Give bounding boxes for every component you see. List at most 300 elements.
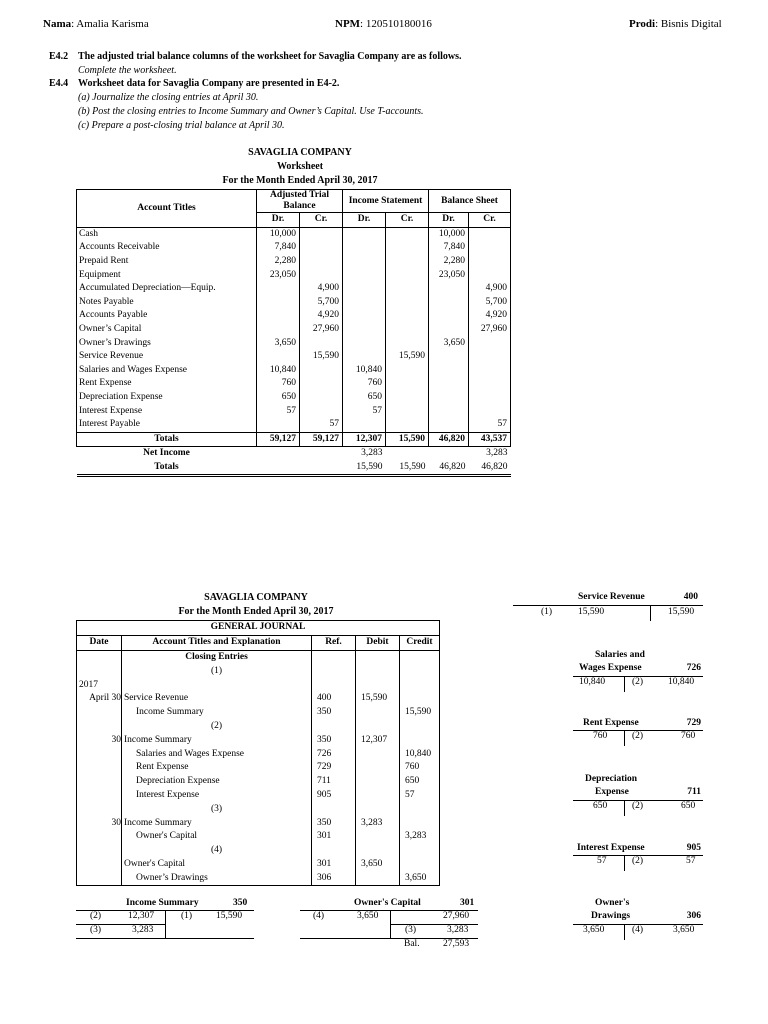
ws-empty-cell [429,447,469,461]
ws-cell-bs-dr: 10,000 [429,227,469,241]
gj-cell-ref: 350 [312,706,356,720]
ws-cell-bs-dr: 2,280 [429,255,469,269]
ws-cell-is-cr [386,323,429,337]
gj-cell-date [77,789,122,803]
ws-cell-is-dr [343,268,386,282]
ws-col-account: Account Titles [77,190,257,228]
gj-cell-debit: 3,650 [356,858,400,872]
t-ref: (4) [632,925,644,935]
gj-cell-ref: 400 [312,692,356,706]
ws-total-bs-dr: 46,820 [429,432,469,447]
ws-cell-bs-dr [429,364,469,378]
gj-cell-acct: (1) [122,664,312,678]
ws-cell-bs-cr: 5,700 [469,296,511,310]
gj-col-credit: Credit [400,635,440,650]
journal-row [77,664,440,678]
taccount-owners-drawings [573,898,703,948]
ws-cell-atb-cr [300,227,343,241]
ws-empty-cell [386,447,429,461]
gj-col-ref: Ref. [312,635,356,650]
ws-cell-atb-cr [300,364,343,378]
gj-cell-date [77,802,122,816]
ws-cell-atb-dr: 10,000 [257,227,300,241]
worksheet-table [76,189,511,477]
gj-cell-ref: 350 [312,816,356,830]
t-ref: (3) [90,925,102,935]
gj-cell-date [77,775,122,789]
worksheet-row [77,391,511,405]
e44-code: E4.4 [49,78,69,89]
header-name: Nama: Amalia Karisma [43,18,149,30]
ws-cell-is-cr [386,364,429,378]
journal-row [77,858,440,872]
taccount-title: Interest Expense [577,843,645,853]
ws-period: For the Month Ended April 30, 2017 [222,175,378,186]
t-debit: 760 [593,731,608,741]
gj-cell-debit [356,720,400,734]
ws-cell-bs-cr [469,227,511,241]
gj-cell-ref: 306 [312,871,356,885]
gj-cell-credit: 760 [400,761,440,775]
ws-cell-atb-dr: 23,050 [257,268,300,282]
t-debit: 3,650 [357,911,379,921]
ws-total-is-dr: 12,307 [343,432,386,447]
gj-cell-acct: Owner's Capital [122,858,312,872]
gj-title: GENERAL JOURNAL [77,621,440,636]
t-ref: (2) [632,801,644,811]
gj-cell-ref: 729 [312,761,356,775]
t-ref: (4) [313,911,325,921]
ws-cell-is-cr: 15,590 [386,350,429,364]
gj-cell-acct: (3) [122,802,312,816]
t-ref: (2) [632,856,644,866]
e44-a: (a) Journalize the closing entries at April 30. [78,92,259,103]
t-credit: 27,960 [443,911,470,921]
gj-cell-acct: (2) [122,720,312,734]
e42-text: The adjusted trial balance columns of the worksheet for Savaglia Company are as follows. [78,51,462,62]
ws-company: SAVAGLIA COMPANY [248,147,352,158]
t-debit: 650 [593,801,608,811]
journal-row [77,678,440,692]
gj-cell-date [77,858,122,872]
t-mid-line [624,730,625,746]
ws-final-name: Totals [77,461,257,476]
taccount-title: Depreciation [585,774,638,784]
ws-cell-is-dr: 57 [343,404,386,418]
e42-code: E4.2 [49,51,69,62]
taccount-rent [573,718,703,754]
ws-final-bs-dr: 46,820 [429,461,469,476]
ws-totals-label: Totals [77,432,257,447]
ws-cell-atb-dr: 3,650 [257,336,300,350]
ws-cell-atb-dr [257,323,300,337]
gj-cell-credit [400,858,440,872]
journal-row [77,844,440,858]
ws-cell-atb-dr: 10,840 [257,364,300,378]
taccount-income-summary [76,898,256,948]
t-ref: (1) [181,911,193,921]
journal-row [77,871,440,885]
gj-cell-acct: Rent Expense [122,761,312,775]
worksheet-final-totals-row [77,461,511,476]
gj-cell-acct: Income Summary [122,733,312,747]
gj-cell-credit [400,844,440,858]
t-credit: 15,590 [216,911,243,921]
ws-account-name: Accounts Payable [77,309,257,323]
ws-cell-atb-cr [300,241,343,255]
journal-row [77,802,440,816]
taccount-owners-capital [300,898,478,958]
gj-col-date: Date [77,635,122,650]
worksheet-row [77,323,511,337]
gj-cell-ref: 905 [312,789,356,803]
ws-net-is-dr: 3,283 [361,448,383,459]
ws-empty-cell [300,447,343,461]
journal-row [77,706,440,720]
gj-cell-acct: Owner's Capital [122,830,312,844]
ws-cell-atb-dr: 650 [257,391,300,405]
ws-cell-atb-dr [257,296,300,310]
ws-cell-bs-dr: 23,050 [429,268,469,282]
gj-cell-debit [356,802,400,816]
ws-cell-atb-cr [300,268,343,282]
gj-cell-debit: 15,590 [356,692,400,706]
ws-cell-is-cr [386,227,429,241]
ws-col-atb: Adjusted Trial Balance [257,190,343,213]
taccount-service-revenue [513,592,703,632]
ws-cell-is-cr [386,255,429,269]
ws-total-atb-dr: 59,127 [257,432,300,447]
journal-row [77,789,440,803]
journal-table [76,620,440,886]
ws-cell-atb-dr [257,282,300,296]
ws-cell-bs-cr [469,404,511,418]
ws-account-name: Prepaid Rent [77,255,257,269]
t-ref: (1) [541,607,553,617]
ws-cell-is-cr [386,336,429,350]
gj-cell-date [77,747,122,761]
journal-row [77,816,440,830]
ws-account-name: Owner’s Drawings [77,336,257,350]
taccount-title: Income Summary [126,898,199,908]
ws-net-bs-cr: 3,283 [486,448,508,459]
ws-cell-bs-cr [469,255,511,269]
ws-cell-is-dr [343,255,386,269]
ws-cell-is-dr [343,323,386,337]
t-top-line [513,605,703,606]
ws-cell-is-dr [343,296,386,310]
ws-cell-is-cr [386,418,429,432]
ws-title: Worksheet [276,161,324,172]
t-credit: 760 [681,731,696,741]
gj-cell-date [77,706,122,720]
ws-cell-bs-dr [429,296,469,310]
ws-cell-is-cr [386,268,429,282]
gj-cell-credit [400,802,440,816]
gj-cell-date: 30 [77,816,122,830]
ws-cell-atb-cr: 15,590 [300,350,343,364]
taccount-number: 729 [686,718,701,728]
ws-cell-atb-dr: 2,280 [257,255,300,269]
gj-cell-debit [356,871,400,885]
worksheet-row [77,255,511,269]
ws-account-name: Salaries and Wages Expense [77,364,257,378]
ws-cr: Cr. [386,213,429,228]
ws-cell-is-cr [386,391,429,405]
t-bal-value: 27,593 [443,939,470,949]
taccount-title: Service Revenue [578,592,645,602]
e44-c: (c) Prepare a post-closing trial balance at April 30. [78,120,285,131]
gj-cell-ref: 301 [312,858,356,872]
t-mid-line [650,605,651,621]
gj-cell-date [77,720,122,734]
taccount-title: Salaries and [595,650,645,660]
gj-cell-ref [312,720,356,734]
ws-cell-is-dr: 650 [343,391,386,405]
t-debit: 15,590 [578,607,605,617]
t-credit: 650 [681,801,696,811]
ws-col-is: Income Statement [343,190,429,213]
gj-cell-date: April 30 [77,692,122,706]
gj-cell-ref: 726 [312,747,356,761]
ws-cell-atb-dr: 7,840 [257,241,300,255]
t-credit: 57 [686,856,696,866]
ws-cell-is-dr: 760 [343,377,386,391]
t-credit: 3,283 [447,925,469,935]
ws-total-atb-cr: 59,127 [300,432,343,447]
gj-cell-debit [356,650,400,664]
ws-cell-bs-cr: 57 [469,418,511,432]
taccount-title: Rent Expense [583,718,639,728]
taccount-depreciation [573,774,703,824]
t-debit: 3,650 [583,925,605,935]
gj-cell-credit [400,692,440,706]
gj-cell-debit: 3,283 [356,816,400,830]
ws-account-name: Service Revenue [77,350,257,364]
ws-cell-is-dr [343,282,386,296]
ws-account-name: Notes Payable [77,296,257,310]
gj-cell-acct: Interest Expense [122,789,312,803]
ws-cell-bs-dr [429,404,469,418]
ws-cr: Cr. [469,213,511,228]
worksheet-row [77,296,511,310]
t-debit: 10,840 [579,677,606,687]
gj-cell-debit [356,775,400,789]
gj-cell-date: 30 [77,733,122,747]
ws-final-is-dr: 15,590 [343,461,386,476]
worksheet-row [77,336,511,350]
t-debit: 57 [597,856,607,866]
t-debit: 3,283 [132,925,154,935]
gj-cell-ref [312,678,356,692]
ws-cell-bs-cr: 4,920 [469,309,511,323]
journal-row [77,775,440,789]
ws-dr: Dr. [257,213,300,228]
gj-cell-credit [400,650,440,664]
ws-cell-bs-cr [469,336,511,350]
gj-cell-acct: Income Summary [122,816,312,830]
ws-cell-bs-dr [429,282,469,296]
gj-cell-date [77,664,122,678]
taccount-title: Owner's [595,898,630,908]
ws-empty-cell [257,461,300,476]
t-ref: (2) [90,911,102,921]
ws-cell-atb-cr: 5,700 [300,296,343,310]
taccount-title: Expense [595,787,629,797]
ws-dr: Dr. [343,213,386,228]
gj-cell-credit [400,733,440,747]
ws-cell-atb-cr: 4,920 [300,309,343,323]
journal-row [77,720,440,734]
ws-cell-bs-cr [469,364,511,378]
t-mid-line [624,855,625,871]
ws-cell-atb-cr [300,255,343,269]
t-bottom-line [76,938,254,939]
gj-cell-credit [400,816,440,830]
gj-cell-credit: 15,590 [400,706,440,720]
gj-cell-acct: Depreciation Expense [122,775,312,789]
ws-cell-bs-cr [469,391,511,405]
gj-cell-acct: Service Revenue [122,692,312,706]
ws-cell-is-dr [343,227,386,241]
gj-cell-debit [356,747,400,761]
taccount-number: 306 [686,911,701,921]
ws-cell-atb-dr [257,418,300,432]
gj-cell-acct: Closing Entries [122,650,312,664]
gj-cell-acct [122,678,312,692]
t-mid-line [165,910,166,938]
taccount-number: 726 [686,663,701,673]
ws-cell-is-cr [386,241,429,255]
ws-empty-cell [300,461,343,476]
ws-cell-atb-cr: 57 [300,418,343,432]
ws-account-name: Equipment [77,268,257,282]
ws-account-name: Depreciation Expense [77,391,257,405]
ws-cell-is-dr [343,309,386,323]
gj-cell-date [77,761,122,775]
gj-cell-acct: Owner’s Drawings [122,871,312,885]
t-ref: (2) [632,677,644,687]
ws-account-name: Accounts Receivable [77,241,257,255]
worksheet-row [77,241,511,255]
gj-cell-credit: 10,840 [400,747,440,761]
ws-cell-atb-dr [257,309,300,323]
worksheet-row [77,309,511,323]
ws-final-is-cr: 15,590 [386,461,429,476]
gj-cell-date: 2017 [77,678,122,692]
worksheet-row [77,364,511,378]
t-mid-line [624,676,625,692]
taccount-number: 301 [460,898,475,908]
gj-cell-credit [400,664,440,678]
gj-cell-credit: 3,283 [400,830,440,844]
ws-cell-atb-cr: 27,960 [300,323,343,337]
gj-cell-date [77,830,122,844]
header-prodi: Prodi: Bisnis Digital [629,18,722,30]
ws-cell-atb-cr [300,336,343,350]
taccount-number: 905 [686,843,701,853]
gj-cell-debit [356,830,400,844]
t-bal-label: Bal. [404,939,420,949]
ws-cell-bs-dr [429,350,469,364]
taccount-salaries [573,650,703,700]
worksheet-row [77,418,511,432]
ws-cell-bs-cr [469,350,511,364]
ws-cell-bs-dr [429,418,469,432]
gj-cell-credit [400,678,440,692]
ws-total-bs-cr: 43,537 [469,432,511,447]
ws-net-name: Net Income [143,448,190,459]
ws-cell-atb-dr: 760 [257,377,300,391]
gj-col-debit: Debit [356,635,400,650]
gj-cell-debit [356,678,400,692]
ws-cell-atb-cr [300,391,343,405]
journal-row [77,692,440,706]
gj-cell-ref: 350 [312,733,356,747]
gj-cell-credit [400,720,440,734]
ws-cell-atb-cr: 4,900 [300,282,343,296]
worksheet-totals-row [77,432,511,447]
worksheet-net-income-row [77,447,511,461]
gj-cell-ref: 711 [312,775,356,789]
t-credit: 3,650 [673,925,695,935]
ws-cell-atb-dr: 57 [257,404,300,418]
t-ref: (2) [632,731,644,741]
ws-cell-is-dr [343,418,386,432]
t-credit: 10,840 [668,677,695,687]
t-mid-line [624,924,625,940]
gj-cell-debit [356,706,400,720]
ws-cell-bs-dr [429,323,469,337]
ws-cell-bs-dr [429,309,469,323]
ws-cell-atb-cr [300,404,343,418]
journal-row [77,650,440,664]
ws-col-bs: Balance Sheet [429,190,511,213]
ws-cell-bs-cr [469,241,511,255]
ws-cell-is-cr [386,404,429,418]
gj-cell-date [77,871,122,885]
ws-cr: Cr. [300,213,343,228]
gj-cell-debit [356,664,400,678]
ws-cell-is-dr [343,350,386,364]
ws-cell-atb-cr [300,377,343,391]
worksheet-row [77,404,511,418]
gj-period: For the Month Ended April 30, 2017 [178,606,334,617]
ws-account-name: Rent Expense [77,377,257,391]
gj-cell-ref: 301 [312,830,356,844]
ws-cell-is-dr [343,241,386,255]
t-debit: 12,307 [128,911,155,921]
ws-dr: Dr. [429,213,469,228]
gj-cell-credit: 3,650 [400,871,440,885]
t-credit: 15,590 [668,607,695,617]
journal-row [77,733,440,747]
worksheet-row [77,377,511,391]
worksheet-row [77,227,511,241]
header-npm: NPM: 120510180016 [335,18,432,30]
gj-cell-date [77,844,122,858]
ws-account-name: Owner’s Capital [77,323,257,337]
ws-cell-bs-cr: 4,900 [469,282,511,296]
gj-company: SAVAGLIA COMPANY [204,592,308,603]
gj-cell-ref [312,664,356,678]
taccount-title: Wages Expense [579,663,642,673]
ws-cell-atb-dr [257,350,300,364]
journal-row [77,830,440,844]
worksheet-row [77,268,511,282]
gj-cell-debit [356,789,400,803]
ws-final-bs-cr: 46,820 [469,461,511,476]
